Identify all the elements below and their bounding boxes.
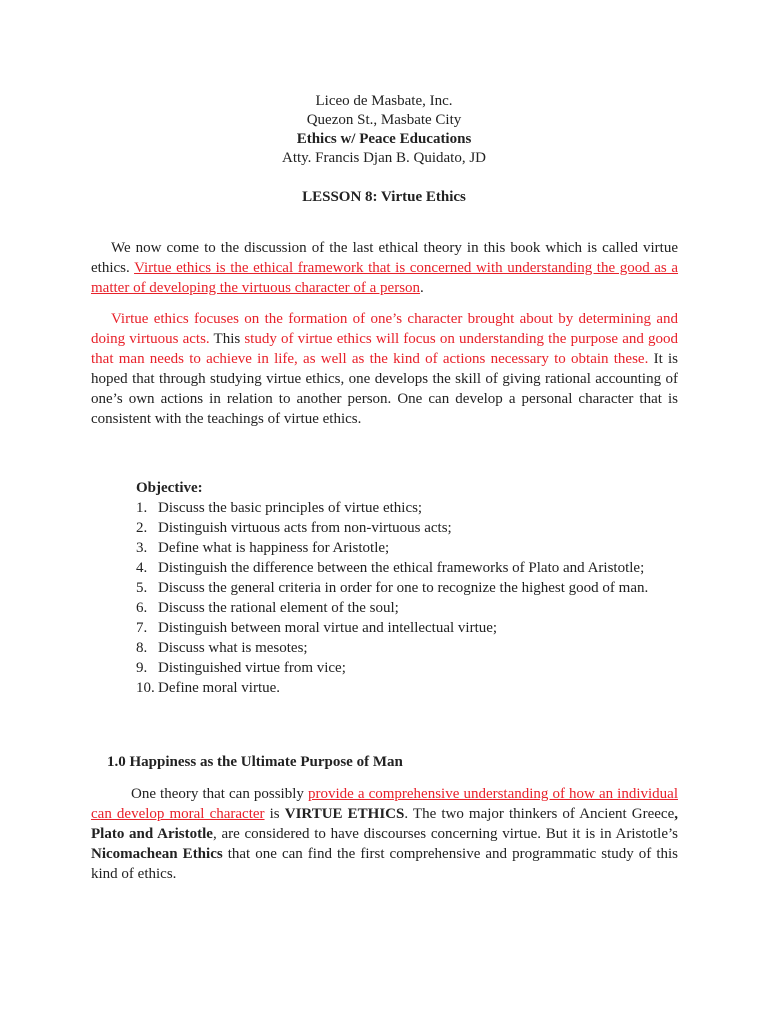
objective-text: Discuss the rational element of the soul; (158, 600, 399, 616)
school-name: Liceo de Masbate, Inc. (315, 93, 453, 109)
objective-item (136, 578, 678, 598)
para2-mid: This (209, 331, 245, 347)
objective-item (136, 598, 678, 618)
plato-aristotle-term: , Plato and Aristotle (91, 806, 678, 842)
objective-number: 8. (136, 640, 148, 656)
lesson-title: LESSON 8: Virtue Ethics (302, 189, 466, 205)
instructor-name: Atty. Francis Djan B. Quidato, JD (281, 150, 486, 166)
nicomachean-ethics-term: Nicomachean Ethics (91, 846, 223, 862)
objective-number: 6. (136, 600, 148, 616)
objective-number: 10. (136, 680, 155, 696)
objective-number: 5. (136, 580, 148, 596)
para2-rest: It is hoped that through studying virtue ethics, one develops the skill of giving rational accounting of one’s own actions in relation to another person. One can develop a personal character that is consistent with the teachings of virtue ethics. (91, 351, 679, 427)
objective-item (136, 558, 678, 578)
para3-text-d: , are considered to have discourses concerning virtue. But it is in Aristotle’s (212, 826, 678, 842)
para1-end: . (420, 280, 424, 296)
objective-text: Distinguish virtuous acts from non-virtuous acts; (158, 520, 452, 536)
objective-text: Discuss the basic principles of virtue ethics; (158, 500, 423, 516)
document-header (0, 92, 768, 168)
virtue-ethics-definition: Virtue ethics is the ethical framework that is concerned with understanding the good as a matter of developing the virtuous character of a person (91, 260, 679, 296)
moral-character-highlight: provide a comprehensive understanding of how an individual can develop moral character (91, 786, 678, 822)
objective-number: 4. (136, 560, 148, 576)
objective-item (136, 618, 678, 638)
para3-text-c: . The two major thinkers of Ancient Greece (404, 806, 675, 822)
para3-text-e: that one can find the first comprehensive and programmatic study of this kind of ethics. (91, 846, 678, 882)
paragraph-happiness (91, 784, 678, 884)
para2-red-1: Virtue ethics focuses on the formation of one’s character brought about by determining and doing virtuous acts. (91, 311, 678, 347)
objective-number: 9. (136, 660, 148, 676)
objective-text: Distinguish between moral virtue and intellectual virtue; (158, 620, 498, 636)
objectives-section (136, 478, 678, 698)
objective-item (136, 538, 678, 558)
objective-item (136, 518, 678, 538)
objective-list (136, 498, 678, 698)
school-address: Quezon St., Masbate City (306, 112, 462, 128)
objective-text: Define what is happiness for Aristotle; (158, 540, 390, 556)
section-heading: 1.0 Happiness as the Ultimate Purpose of Man (107, 754, 403, 770)
para1-intro: We now come to the discussion of the last ethical theory in this book which is called virtue ethics. (91, 240, 678, 276)
objective-text: Discuss the general criteria in order for one to recognize the highest good of man. (158, 580, 649, 596)
objective-text: Discuss what is mesotes; (158, 640, 308, 656)
objective-number: 3. (136, 540, 148, 556)
objective-text: Distinguish the difference between the ethical frameworks of Plato and Aristotle; (158, 560, 645, 576)
objective-item (136, 638, 678, 658)
virtue-ethics-term: VIRTUE ETHICS (284, 806, 405, 822)
objective-text: Define moral virtue. (158, 680, 281, 696)
objective-item (136, 498, 678, 518)
para3-text-a: One theory that can possibly (131, 786, 308, 802)
objective-number: 1. (136, 500, 148, 516)
paragraph-focus (91, 309, 678, 429)
objective-item (136, 678, 678, 698)
objective-text: Distinguished virtue from vice; (158, 660, 346, 676)
para2-red-2: study of virtue ethics will focus on understanding the purpose and good that man needs to achieve in life, as well as the kind of actions necessary to obtain these. (91, 331, 678, 367)
course-title: Ethics w/ Peace Educations (296, 131, 472, 147)
para3-text-b: is (264, 806, 285, 822)
objective-title: Objective: (136, 480, 203, 496)
paragraph-intro (91, 238, 678, 298)
objective-number: 7. (136, 620, 148, 636)
objective-number: 2. (136, 520, 148, 536)
objective-item (136, 658, 678, 678)
